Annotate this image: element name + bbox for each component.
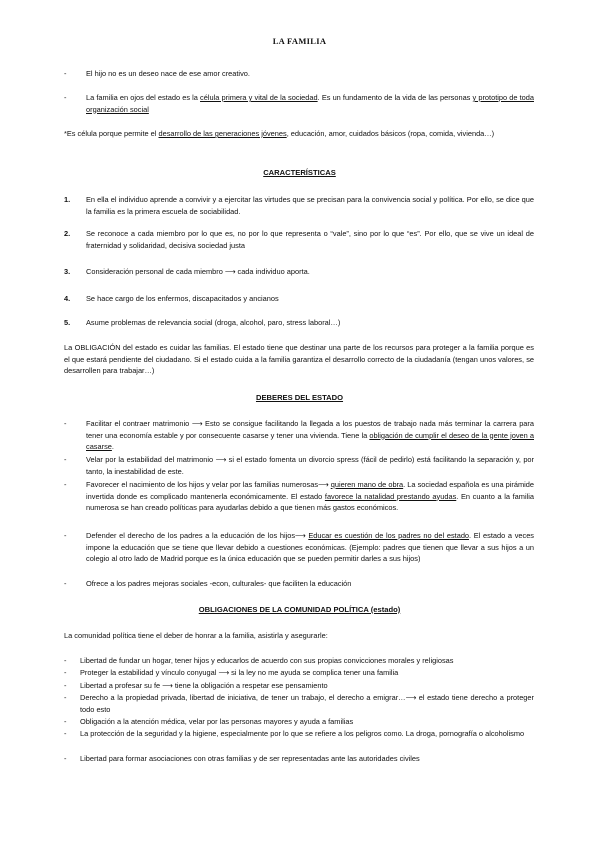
caracteristica-item-5: Asume problemas de relevancia social (droga, alcohol, paro, stress laboral…) <box>86 318 341 327</box>
text-run: , educación, amor, cuidados básicos (ropa, comida, vivienda…) <box>286 129 495 138</box>
obligaciones-intro: La comunidad política tiene el deber de honrar a la familia, asistirla y asegurarle: <box>64 631 328 640</box>
bullet-dash: - <box>64 93 67 102</box>
text-run: Facilitar el contraer matrimonio ⟶ Esto se consigue facilitando la llegada a los puestos de trabajo nada más terminar la carrera para tener una economía estable y por consecuente casarse y tener una vivienda. Tiene la <box>86 419 534 440</box>
text-run: Favorecer el nacimiento de los hijos y velar por las familias numerosas⟶ <box>86 480 331 489</box>
bullet-dash: - <box>64 419 67 428</box>
list-number: 3. <box>64 267 71 276</box>
intro-item-1: El hijo no es un deseo nace de ese amor creativo. <box>86 69 250 78</box>
underlined-text: desarrollo de las generaciones jóvenes <box>158 129 287 138</box>
intro-item-2 <box>86 92 534 115</box>
obligacion-item-6: La protección de la seguridad y la higiene, especialmente por lo que se refiere a los peligros como. La droga, pornografía o alcoholismo <box>80 729 525 738</box>
deber-item-3 <box>86 479 534 514</box>
deber-item-1 <box>86 418 534 453</box>
bullet-dash: - <box>64 656 67 665</box>
obligacion-paragraph: La OBLIGACIÓN del estado es cuidar las familias. El estado tiene que destinar una parte de los recursos para proteger a la familia porque es el que estará pendiente del ciudadano. Si el estado cuida a la familia garantiza el desarrollo correcto de la ciudadanía (tengan unos valores, se desarrollen para trabajar…) <box>64 343 534 375</box>
bullet-dash: - <box>64 681 67 690</box>
underlined-text: célula primera y vital de la sociedad <box>200 93 318 102</box>
bullet-dash: - <box>64 579 67 588</box>
list-number: 5. <box>64 318 71 327</box>
underlined-text: obligación de cumplir el deseo de la gente joven a casarse <box>86 430 534 451</box>
bullet-dash: - <box>64 480 67 489</box>
list-number: 4. <box>64 294 71 303</box>
underlined-text: favorece la natalidad prestando ayudas <box>324 491 457 501</box>
intro-note <box>64 128 534 140</box>
bullet-dash: - <box>64 717 67 726</box>
bullet-dash: - <box>64 668 67 677</box>
caracteristica-item-3: Consideración personal de cada miembro ⟶ cada individuo aporta. <box>86 267 310 276</box>
text-run: . El estado a veces impone la educación que se tiene que llevar debido a cuestiones económicas. (Ejemplo: padres que tienen que llevar a sus hijos a un colegio al otro lado de Madrid porque es la única educación que se pueden permitir darles a sus hijos) <box>86 531 534 563</box>
text-run: *Es célula porque permite el <box>64 129 159 138</box>
bullet-dash: - <box>64 455 67 464</box>
underlined-text: quieren mano de obra <box>330 480 404 489</box>
caracteristica-item-1: En ella el individuo aprende a convivir y a ejercitar las virtudes que se precisan para la convivencia social y política. Por ello, se dice que la familia es la primera escuela de sociabilidad. <box>86 195 534 216</box>
text-run: . Es un fundamento de la vida de las personas <box>317 93 473 102</box>
text-run: . En cuanto a la familia numerosa se han creado políticas para ayudarlas debido a que tienen más gastos económicos. <box>86 491 534 512</box>
underlined-text: Educar es cuestión de los padres no del estado <box>308 531 470 540</box>
bullet-dash: - <box>64 754 67 763</box>
section-heading-deberes: DEBERES DEL ESTADO <box>255 393 344 402</box>
caracteristica-item-4: Se hace cargo de los enfermos, discapacitados y ancianos <box>86 294 279 303</box>
bullet-dash: - <box>64 531 67 540</box>
obligacion-item-4: Derecho a la propiedad privada, libertad de iniciativa, de tener un trabajo, el derecho a emigrar…⟶ el estado tiene derecho a proteger todo esto <box>80 693 534 714</box>
list-number: 1. <box>64 195 71 204</box>
bullet-dash: - <box>64 69 67 78</box>
text-run: Defender el derecho de los padres a la educación de los hijos⟶ <box>86 531 309 540</box>
deber-item-2: Velar por la estabilidad del matrimonio ⟶ si el estado fomenta un divorcio spress (fácil de pedirlo) está facilitando la separación y, por tanto, la inestabilidad de este. <box>86 455 534 476</box>
section-heading-caracteristicas: CARACTERÍSTICAS <box>263 168 336 177</box>
bullet-dash: - <box>64 729 67 738</box>
obligacion-item-3: Libertad a profesar su fe ⟶ tiene la obligación a respetar ese pensamiento <box>80 681 328 690</box>
page-title: LA FAMILIA <box>272 36 327 46</box>
bullet-dash: - <box>64 693 67 702</box>
obligacion-item-1: Libertad de fundar un hogar, tener hijos y educarlos de acuerdo con sus propias convicciones morales y religiosas <box>80 656 454 665</box>
obligacion-item-7: Libertad para formar asociaciones con otras familias y de ser representadas ante las autoridades civiles <box>80 754 420 763</box>
deber-item-4 <box>86 530 534 565</box>
caracteristica-item-2: Se reconoce a cada miembro por lo que es, no por lo que representa o “vale”, sino por lo que “es”. Por ello, que se vive un ideal de fraternidad y solidaridad, decisiva sociedad justa <box>86 229 534 250</box>
section-heading-obligaciones: OBLIGACIONES DE LA COMUNIDAD POLÍTICA (estado) <box>198 605 401 614</box>
text-run: . La sociedad española es una pirámide invertida donde es complicado mantenerla económicamente. El estado <box>86 480 534 501</box>
text-run: . <box>111 442 114 451</box>
list-number: 2. <box>64 229 71 238</box>
obligacion-item-5: Obligación a la atención médica, velar por las personas mayores y ayuda a familias <box>80 717 354 726</box>
text-run: La familia en ojos del estado es la <box>86 93 201 102</box>
obligacion-item-2: Proteger la estabilidad y vínculo conyugal ⟶ si la ley no me ayuda se complica tener una familia <box>80 668 399 677</box>
deber-item-5: Ofrece a los padres mejoras sociales -econ, culturales- que faciliten la educación <box>86 579 352 588</box>
underlined-text: y prototipo de toda organización social <box>86 93 534 114</box>
